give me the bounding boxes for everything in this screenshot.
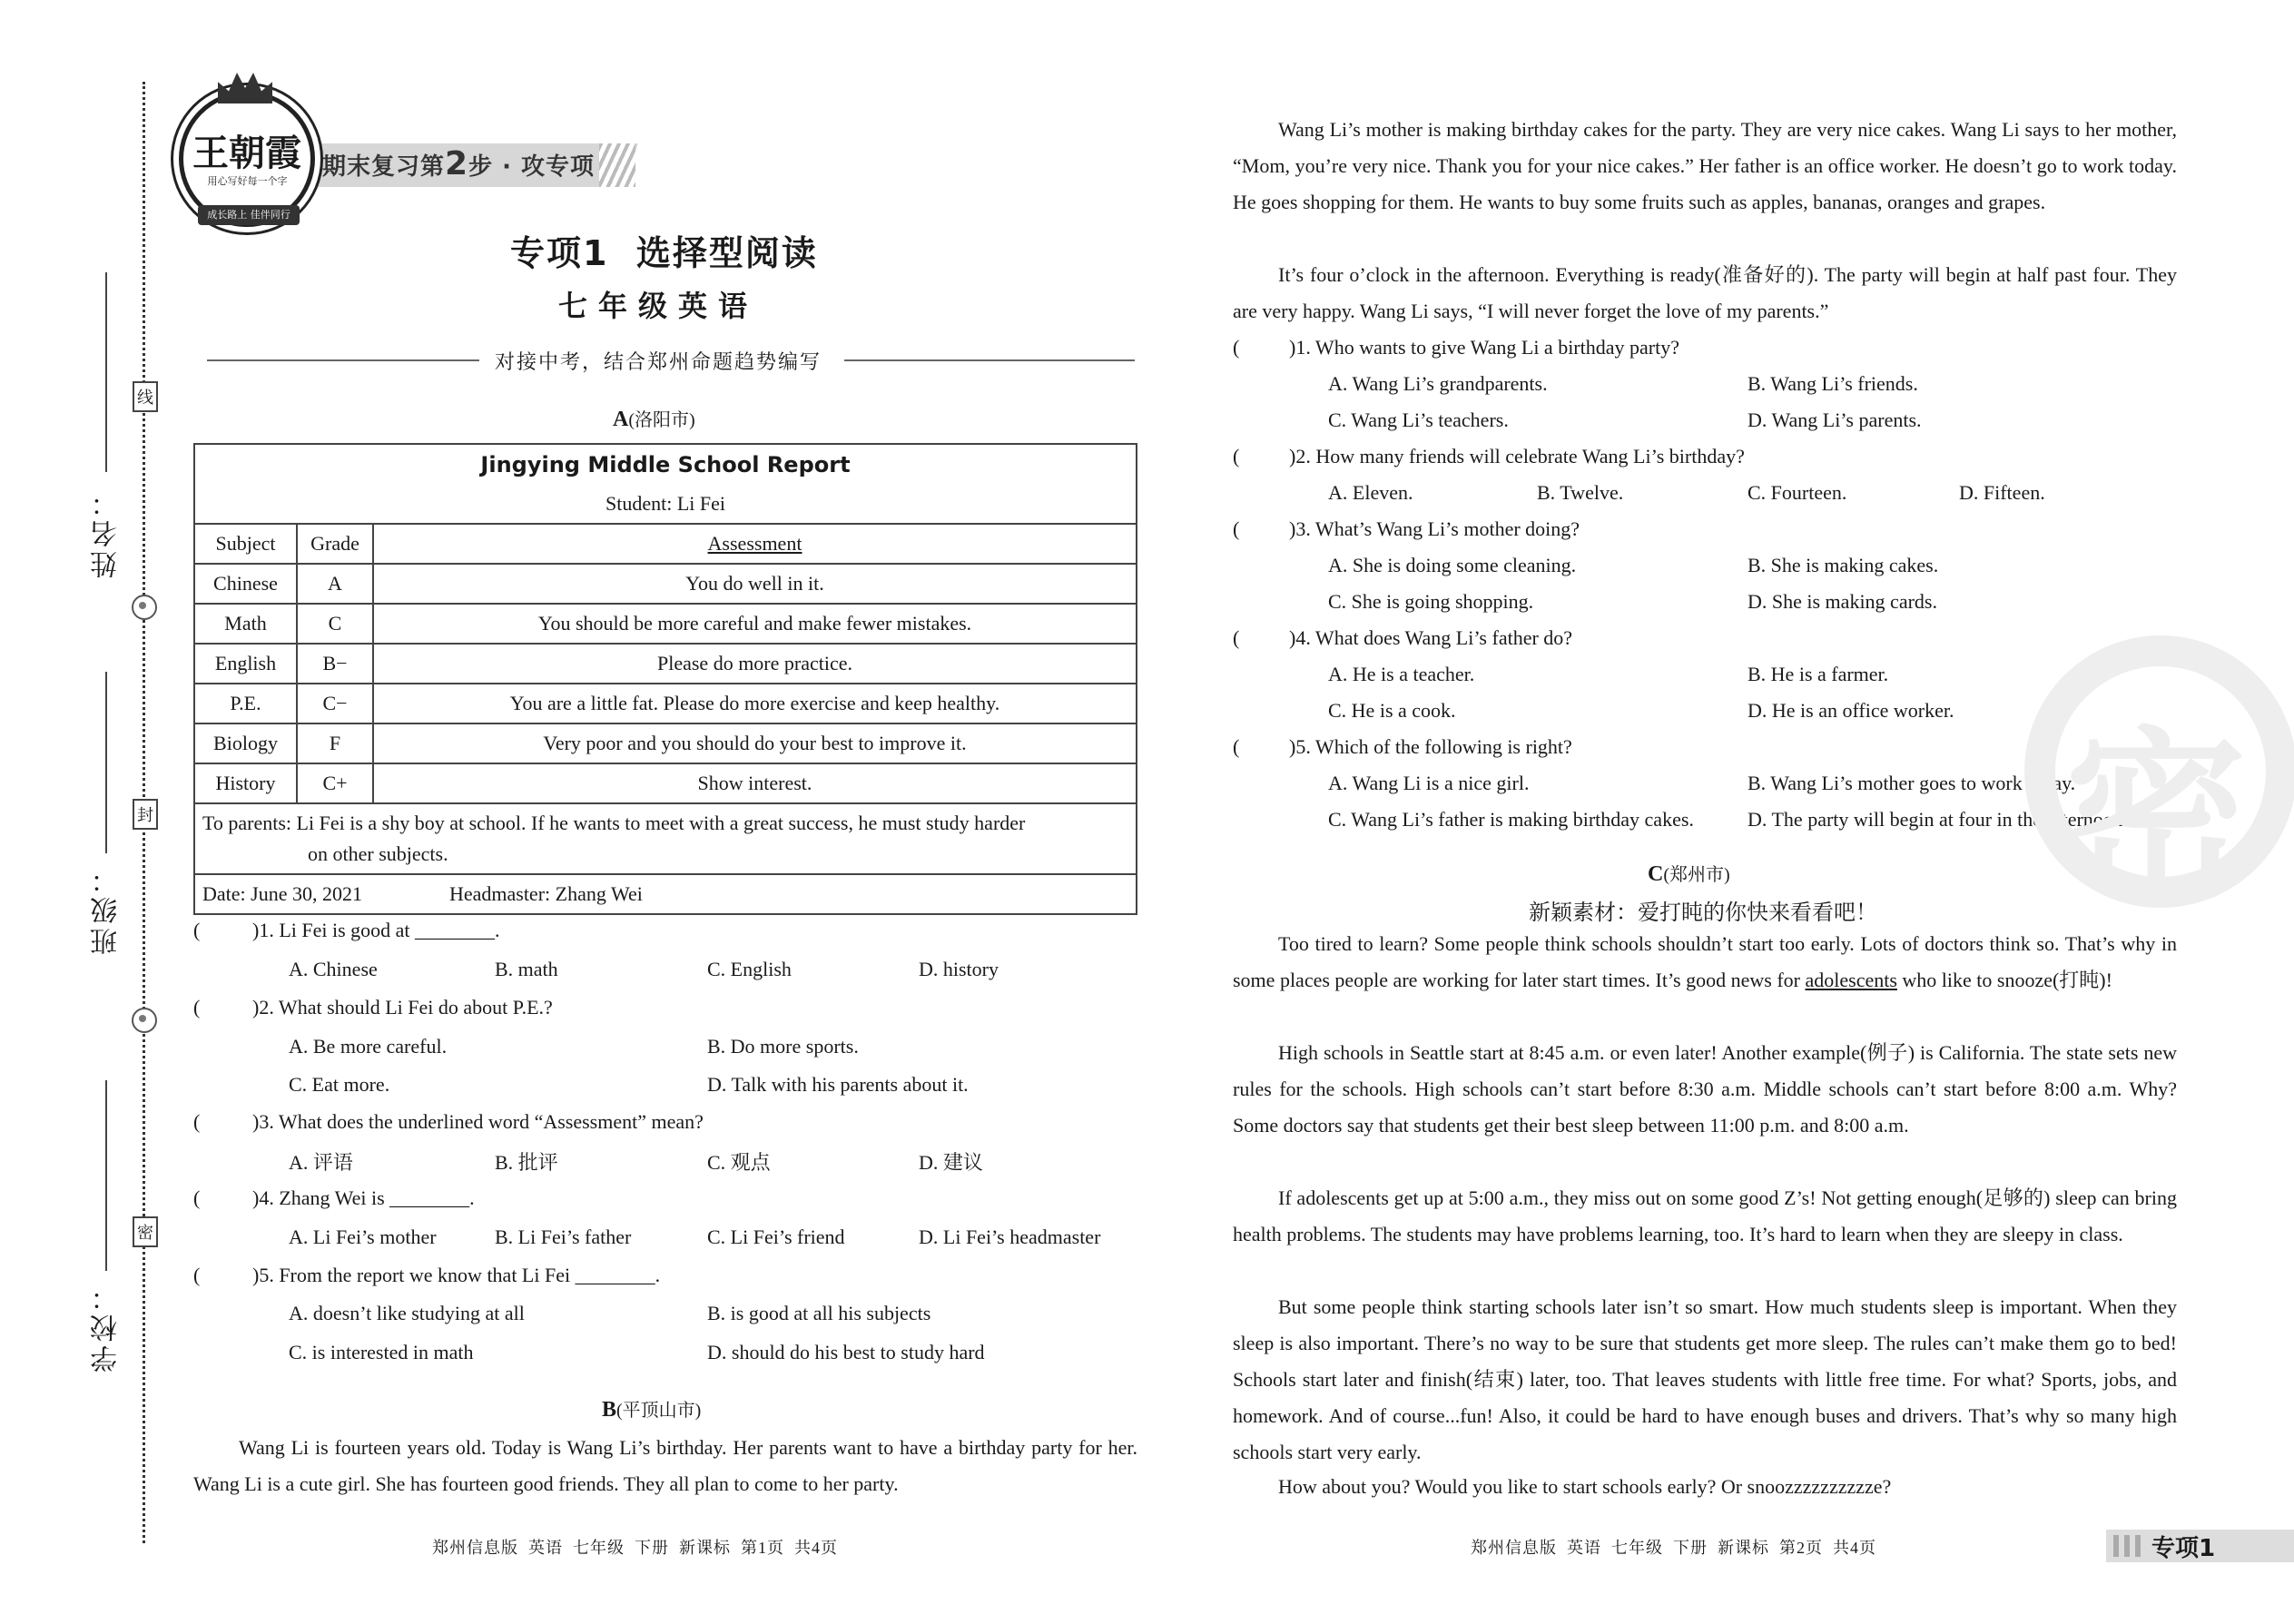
parents-note-line1: To parents: Li Fei is a shy boy at school. If he wants to meet with a great success, he must study harder (202, 812, 1026, 834)
passage-c-paragraph-3: If adolescents get up at 5:00 a.m., they miss out on some good Z’s! Not getting enough(足够的) sleep can bring health problems. The students may have problems learning, too. It’s hard to learn when they are sleepy in class. (1233, 1186, 2177, 1245)
option: A. 评语 (289, 1151, 353, 1174)
class-label: 班级： (92, 862, 122, 955)
option: D. He is an office worker. (1748, 699, 1954, 722)
parents-note-line2: on other subjects. (308, 842, 448, 865)
passage-b-paragraph-1: Wang Li is fourteen years old. Today is Wang Li’s birthday. Her parents want to have a birthday party for her. Wang Li is a cute girl. She has fourteen good friends. They all plan to come to her party. (193, 1436, 1137, 1495)
section-c-heading: C(郑州市) (1648, 862, 1730, 886)
question-b2: )2. How many friends will celebrate Wang Li’s birthday? (1289, 445, 1745, 468)
section-badge: 专项1 (2151, 1535, 2216, 1562)
logo-motto: 用心写好每一个字 (207, 176, 288, 187)
section-c-note: 新颖素材：爱打盹的你快来看看吧！ (1529, 901, 1877, 925)
option: A. Be more careful. (289, 1035, 448, 1058)
option: D. The party will begin at four in the afternoon. (1748, 808, 2129, 831)
question-a1: )1. Li Fei is good at ________. (252, 919, 500, 941)
option: C. Fourteen. (1748, 481, 1847, 504)
cell-subject: Chinese (194, 564, 297, 604)
report-student: Student: Li Fei (194, 485, 1137, 524)
option: D. Wang Li’s parents. (1748, 408, 1922, 431)
badge-pattern (2113, 1535, 2146, 1557)
cell-assessment: Show interest. (373, 763, 1137, 803)
parents-note-row (194, 803, 1137, 874)
option: A. Eleven. (1328, 481, 1413, 504)
cell-subject: Math (194, 604, 297, 644)
watermark-seal: 密 (2065, 712, 2248, 923)
school-label: 学校： (92, 1280, 122, 1373)
option: C. Li Fei’s friend (707, 1225, 845, 1248)
header-assessment: Assessment (707, 532, 802, 555)
tagline-rule-left (207, 359, 479, 361)
option: A. Wang Li’s grandparents. (1328, 372, 1548, 395)
cell-assessment: You should be more careful and make fewer mistakes. (373, 604, 1137, 644)
banner-title: 期末复习第2步 · 攻专项 (322, 145, 596, 182)
option: B. math (495, 958, 558, 980)
answer-blank[interactable]: ( (1233, 336, 1240, 359)
tagline: 对接中考，结合郑州命题趋势编写 (495, 350, 822, 373)
passage-b-paragraph-2: Wang Li’s mother is making birthday cakes for the party. They are very nice cakes. Wang Li says to her mother, “Mom, you’re very nice. Thank you for your nice cakes.” Her father is an office worker. He doesn’t go to work today. He goes shopping for them. He wants to buy some fruits such as apples, bananas, oranges and grapes. (1233, 118, 2177, 213)
table-row (194, 723, 1137, 763)
cell-assessment: Very poor and you should do your best to improve it. (373, 723, 1137, 763)
header-grade: Grade (297, 524, 373, 564)
cell-assessment: You are a little fat. Please do more exercise and keep healthy. (373, 684, 1137, 723)
logo-ribbon: 成长路上 佳伴同行 (198, 205, 300, 225)
option: B. Wang Li’s mother goes to work today. (1748, 772, 2076, 794)
binding-knot-icon (132, 1008, 157, 1033)
option: D. Fifteen. (1959, 481, 2045, 504)
answer-blank[interactable]: ( (1233, 626, 1240, 649)
section-a-heading: A(洛阳市) (613, 408, 695, 431)
name-blank (105, 272, 107, 472)
option: D. Li Fei’s headmaster (919, 1225, 1101, 1248)
report-headmaster: Headmaster: Zhang Wei (448, 882, 643, 905)
cell-grade: B− (297, 644, 373, 684)
option: A. Wang Li is a nice girl. (1328, 772, 1530, 794)
question-b4: )4. What does Wang Li’s father do? (1289, 626, 1573, 649)
option: D. history (919, 958, 999, 980)
report-title: Jingying Middle School Report (194, 444, 1137, 485)
cell-grade: C− (297, 684, 373, 723)
option: B. He is a farmer. (1748, 663, 1889, 685)
cell-subject: Biology (194, 723, 297, 763)
answer-blank[interactable]: ( (193, 1186, 201, 1209)
school-blank (105, 1080, 107, 1271)
question-a2: )2. What should Li Fei do about P.E.? (252, 996, 553, 1019)
school-report-table (193, 443, 1137, 915)
answer-blank[interactable]: ( (1233, 735, 1240, 758)
passage-c-paragraph-2: High schools in Seattle start at 8:45 a.m. or even later! Another example(例子) is California. The state sets new rules for the schools. High schools can’t start before 8:30 a.m. Middle schools can’t start before 8:00 a.m. Why? Some doctors say that students get their best sleep between 11:00 p.m. and 8:00 a.m. (1233, 1041, 2177, 1137)
cell-grade: C+ (297, 763, 373, 803)
question-a5: )5. From the report we know that Li Fei ________. (252, 1264, 661, 1286)
table-header-row (194, 524, 1137, 564)
cell-assessment: Please do more practice. (373, 644, 1137, 684)
option: B. Wang Li’s friends. (1748, 372, 1918, 395)
question-a4: )4. Zhang Wei is ________. (252, 1186, 475, 1209)
tagline-rule-right (844, 359, 1135, 361)
option: C. English (707, 958, 792, 980)
question-a3: )3. What does the underlined word “Assessment” mean? (252, 1110, 704, 1133)
footer-page-1: 郑州信息版 英语 七年级 下册 新课标 第1页 共4页 (432, 1539, 838, 1557)
option: A. Li Fei’s mother (289, 1225, 437, 1248)
table-row (194, 564, 1137, 604)
cell-subject: P.E. (194, 684, 297, 723)
cell-subject: History (194, 763, 297, 803)
date-row (194, 874, 1137, 914)
option: D. She is making cards. (1748, 590, 1937, 613)
report-date: Date: June 30, 2021 (202, 882, 362, 905)
option: D. should do his best to study hard (707, 1341, 985, 1363)
seal-seal: 封 (133, 799, 158, 830)
footer-page-2: 郑州信息版 英语 七年级 下册 新课标 第2页 共4页 (1471, 1539, 1876, 1557)
option: A. He is a teacher. (1328, 663, 1475, 685)
seal-line: 线 (133, 381, 158, 412)
cell-subject: English (194, 644, 297, 684)
option: B. 批评 (495, 1151, 558, 1174)
option: A. She is doing some cleaning. (1328, 554, 1577, 576)
cell-grade: F (297, 723, 373, 763)
passage-c-paragraph-5: How about you? Would you like to start schools early? Or snoozzzzzzzzzze? (1278, 1475, 1892, 1498)
option: A. Chinese (289, 958, 378, 980)
answer-blank[interactable]: ( (193, 1264, 201, 1286)
answer-blank[interactable]: ( (193, 1110, 201, 1133)
option: B. is good at all his subjects (707, 1302, 931, 1324)
binding-knot-icon (132, 595, 157, 620)
table-row (194, 763, 1137, 803)
table-row (194, 644, 1137, 684)
option: B. She is making cakes. (1748, 554, 1939, 576)
class-blank (105, 672, 107, 853)
question-b1: )1. Who wants to give Wang Li a birthday party? (1289, 336, 1679, 359)
page-subtitle: 七年级英语 (558, 289, 759, 323)
answer-blank[interactable]: ( (193, 919, 201, 941)
logo-name: 王朝霞 (192, 132, 301, 174)
banner-stripes (599, 143, 635, 187)
table-row (194, 604, 1137, 644)
option: C. He is a cook. (1328, 699, 1456, 722)
question-b5: )5. Which of the following is right? (1289, 735, 1572, 758)
answer-blank[interactable]: ( (1233, 517, 1240, 540)
option: C. 观点 (707, 1151, 771, 1174)
option: D. Talk with his parents about it. (707, 1073, 969, 1096)
question-b3: )3. What’s Wang Li’s mother doing? (1289, 517, 1580, 540)
page-title: 专项1 选择型阅读 (510, 233, 818, 273)
option: C. Wang Li’s teachers. (1328, 408, 1509, 431)
seal-secret: 密 (133, 1216, 158, 1247)
option: B. Li Fei’s father (495, 1225, 632, 1248)
passage-b-paragraph-3: It’s four o’clock in the afternoon. Everything is ready(准备好的). The party will begin at half past four. They are very happy. Wang Li says, “I will never forget the love of my parents.” (1233, 263, 2177, 322)
option: C. She is going shopping. (1328, 590, 1534, 613)
answer-blank[interactable]: ( (1233, 445, 1240, 468)
option: B. Do more sports. (707, 1035, 859, 1058)
cell-grade: A (297, 564, 373, 604)
option: A. doesn’t like studying at all (289, 1302, 525, 1324)
header-subject: Subject (194, 524, 297, 564)
option: C. Wang Li’s father is making birthday cakes. (1328, 808, 1694, 831)
name-label: 姓名： (92, 486, 122, 578)
option: C. Eat more. (289, 1073, 390, 1096)
answer-blank[interactable]: ( (193, 996, 201, 1019)
crown-icon (218, 73, 272, 103)
cell-assessment: You do well in it. (373, 564, 1137, 604)
option: C. is interested in math (289, 1341, 474, 1363)
section-b-heading: B(平顶山市) (602, 1398, 702, 1422)
option: D. 建议 (919, 1151, 983, 1174)
option: B. Twelve. (1537, 481, 1624, 504)
table-row (194, 684, 1137, 723)
passage-c-paragraph-4: But some people think starting schools later isn’t so smart. How much students sleep is important. When they sleep is also important. There’s no way to be sure that students get more sleep. The rules can’t make them go to bed! Schools start later and finish(结束) later, too. That leaves students with little free time. For what? Sports, jobs, and homework. And of course...fun! Also, it could be hard to have enough buses and drivers. That’s why so many high schools start very early. (1233, 1295, 2177, 1463)
passage-c-paragraph-1: Too tired to learn? Some people think schools shouldn’t start too early. Lots of doctors think so. That’s why in some places people are working for later start times. It’s good news for adolescents who like to snooze(打盹)! (1233, 932, 2177, 991)
cell-grade: C (297, 604, 373, 644)
